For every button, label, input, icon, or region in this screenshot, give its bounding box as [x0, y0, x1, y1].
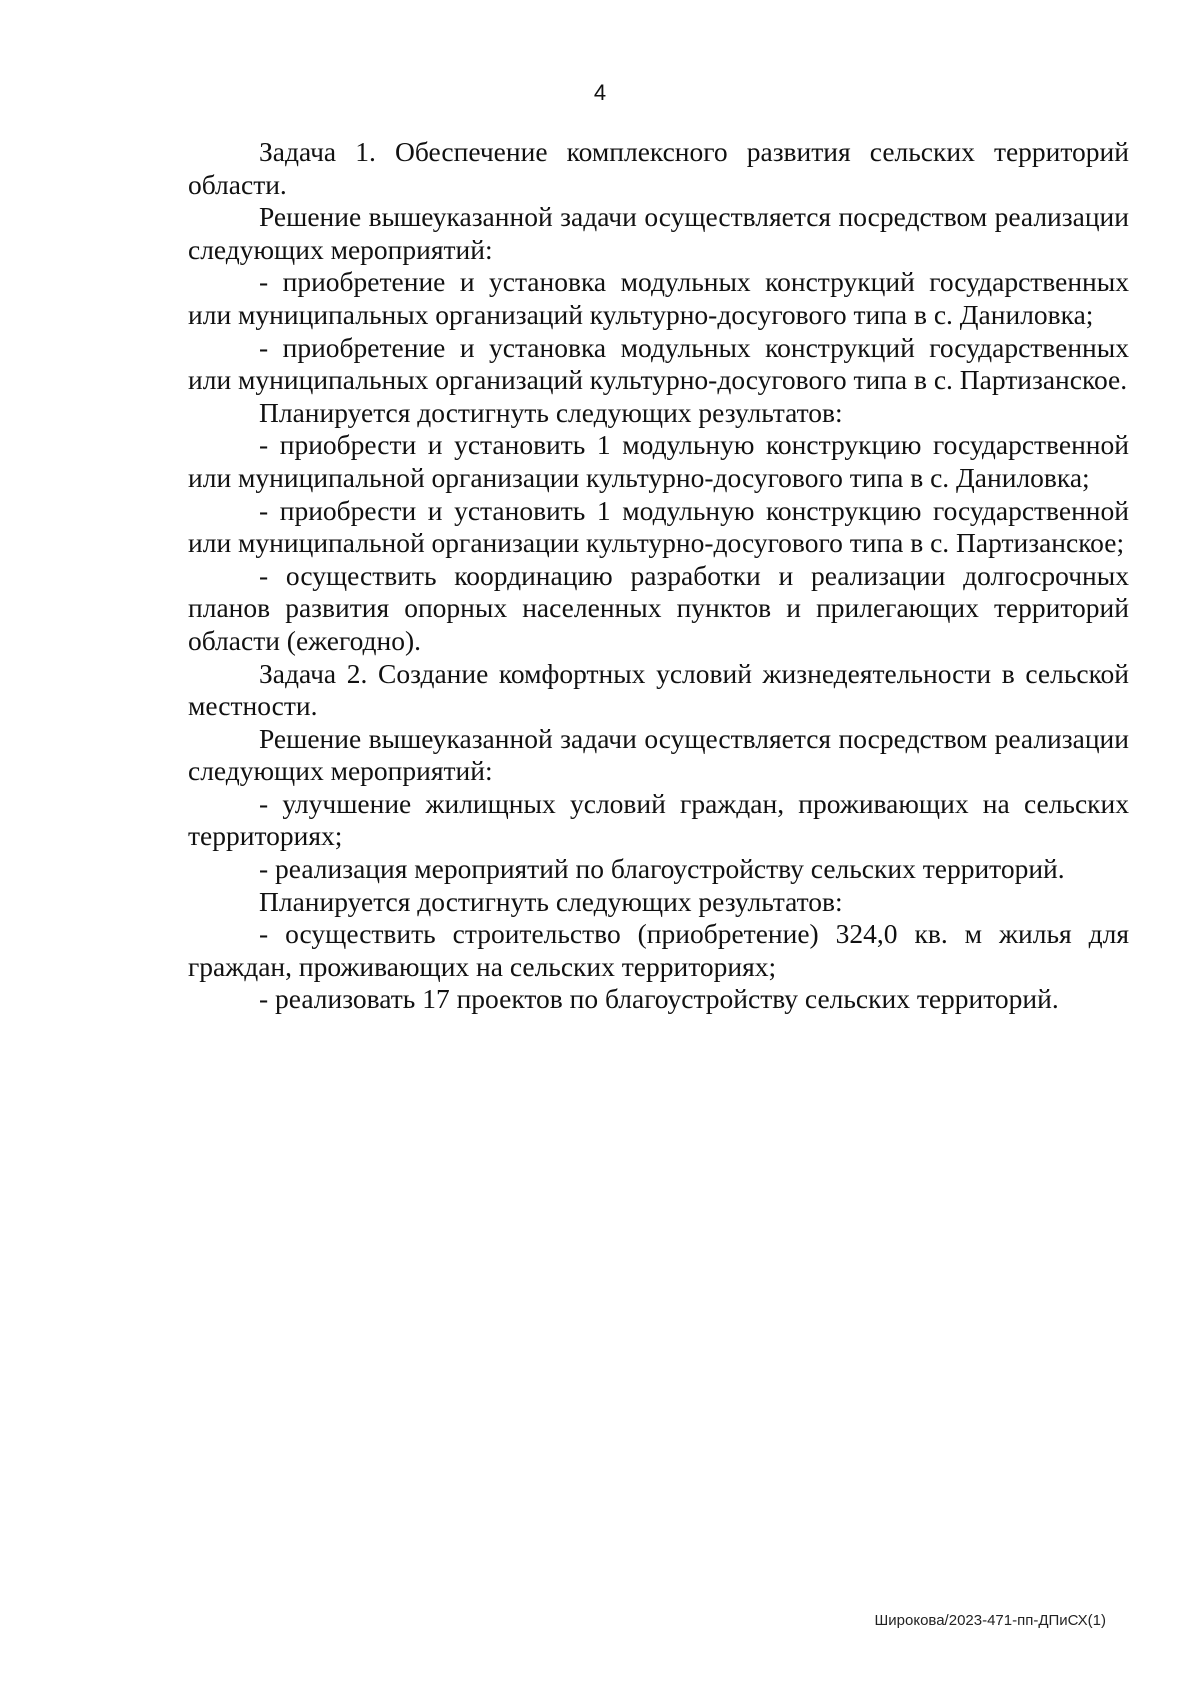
- document-body: [188, 136, 1129, 1016]
- task-1-result-coordination: - осуществить координацию разработки и реализации долгосрочных планов развития опорных населенных пунктов и прилегающих территорий области (ежегодно).: [188, 559, 1129, 656]
- task-2-results-intro: Планируется достигнуть следующих результатов:: [259, 885, 843, 917]
- task-2-measure-improvement: - реализация мероприятий по благоустройству сельских территорий.: [259, 853, 1065, 885]
- task-2-result-housing: - осуществить строительство (приобретение) 324,0 кв. м жилья для граждан, проживающих на сельских территориях;: [188, 918, 1129, 982]
- task-2-measure-housing: - улучшение жилищных условий граждан, проживающих на сельских территориях;: [188, 787, 1129, 852]
- task-1-result-partizanskoe: - приобрести и установить 1 модульную конструкцию государственной или муниципальной организации культурно-досугового типа в с. Партизанское;: [188, 494, 1129, 559]
- document-footer-id: Широкова/2023-471-пп-ДПиСХ(1): [874, 1612, 1106, 1629]
- task-1-measure-partizanskoe: - приобретение и установка модульных конструкций государственных или муниципальных организаций культурно-досугового типа в с. Партизанское.: [188, 331, 1129, 396]
- task-1-results-intro: Планируется достигнуть следующих результатов:: [259, 396, 843, 428]
- task-2-result-projects: - реализовать 17 проектов по благоустройству сельских территорий.: [259, 983, 1059, 1015]
- task-1-measure-danilovka: - приобретение и установка модульных конструкций государственных или муниципальных организаций культурно-досугового типа в с. Даниловка;: [188, 266, 1129, 330]
- task-1-solution-intro: Решение вышеуказанной задачи осуществляется посредством реализации следующих мероприятий:: [188, 201, 1129, 265]
- task-1-result-danilovka: - приобрести и установить 1 модульную конструкцию государственной или муниципальной организации культурно-досугового типа в с. Даниловка;: [188, 429, 1129, 493]
- task-2-solution-intro: Решение вышеуказанной задачи осуществляется посредством реализации следующих мероприятий:: [188, 722, 1129, 787]
- task-2-heading: Задача 2. Создание комфортных условий жизнедеятельности в сельской местности.: [188, 657, 1129, 722]
- task-1-heading: Задача 1. Обеспечение комплексного развития сельских территорий области.: [188, 136, 1129, 200]
- page-number: 4: [593, 80, 607, 105]
